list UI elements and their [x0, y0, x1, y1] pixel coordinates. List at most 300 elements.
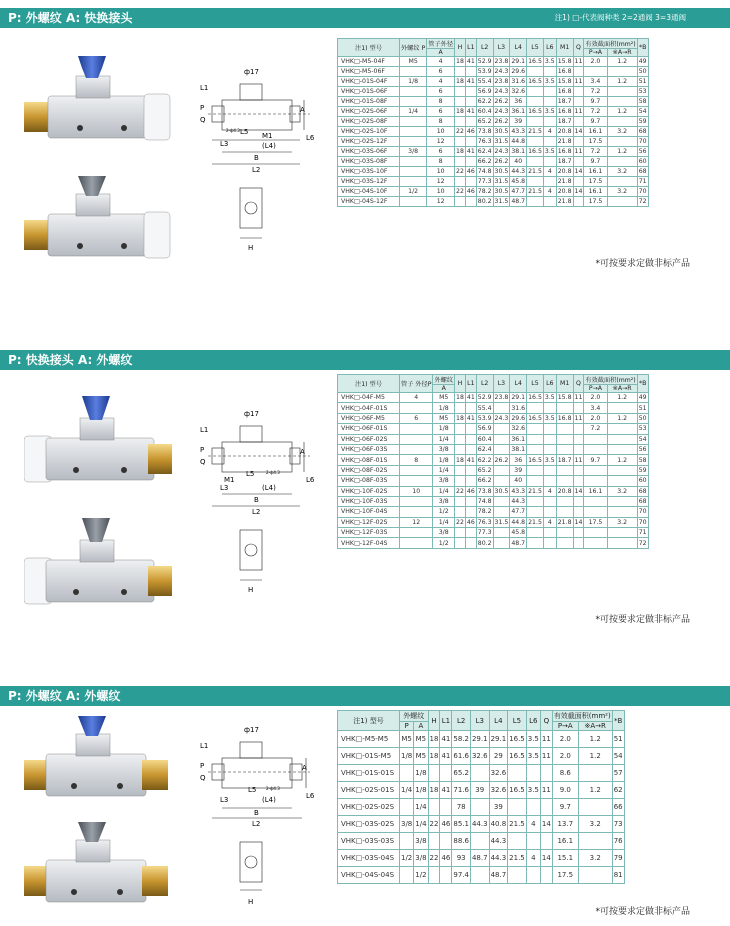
table-cell	[573, 465, 584, 475]
model-cell: VHK□-01S-01S	[338, 765, 400, 782]
table-cell	[455, 177, 466, 187]
table-cell: 11	[574, 58, 583, 65]
table-cell	[455, 403, 466, 413]
table-cell: 6	[400, 413, 433, 423]
table-cell: 30.5	[494, 188, 509, 195]
table-cell	[493, 496, 510, 506]
table-cell: 3.4	[584, 77, 607, 87]
dim-b: B	[254, 496, 259, 504]
table-cell	[607, 97, 637, 107]
table-cell: 21.5	[508, 850, 527, 867]
dim-l2: L2	[252, 166, 261, 174]
table-cell	[455, 157, 466, 167]
table-cell: 53	[638, 88, 647, 95]
table-cell: 81	[612, 867, 624, 884]
table-cell	[400, 403, 433, 413]
model-cell: VHK□-08F-03S	[338, 476, 400, 486]
table-cell	[465, 434, 476, 444]
table-cell: 3.2	[607, 167, 637, 177]
table-cell: 44.3	[511, 168, 526, 175]
table-cell	[527, 157, 544, 167]
table-cell: 3/8	[433, 496, 455, 506]
column-header: L1	[465, 375, 476, 393]
table-cell	[440, 799, 452, 816]
table-cell: 21.5	[528, 487, 542, 495]
dim-a: A	[300, 106, 305, 114]
table-cell	[465, 465, 476, 475]
table-cell: 66.2	[477, 477, 492, 485]
table-cell	[543, 87, 556, 97]
dim-dia: ф17	[244, 726, 259, 734]
table-row	[338, 403, 649, 413]
table-cell: 38.1	[511, 446, 526, 454]
model-cell: VHK□-M5-06F	[338, 67, 400, 77]
table-cell: 1/2	[400, 850, 414, 867]
table-cell: 77.3	[477, 178, 492, 185]
table-cell: 30.5	[494, 168, 509, 175]
table-cell: 18	[456, 456, 464, 464]
table-cell: 1/8	[433, 455, 455, 465]
table-row	[338, 748, 625, 765]
table-cell: 54	[638, 435, 647, 443]
table-cell: M5	[414, 748, 428, 765]
column-header: L5	[508, 711, 527, 731]
table-cell: 23.8	[494, 78, 509, 85]
model-cell: VHK□-03S-08F	[338, 157, 400, 167]
table-cell: 78.2	[477, 508, 492, 516]
table-cell	[465, 476, 476, 486]
table-cell	[573, 476, 584, 486]
table-cell: 22	[456, 168, 464, 175]
valve-grey-handle-image	[24, 518, 172, 604]
table-cell: 22	[456, 518, 464, 526]
table-cell: 29.1	[489, 731, 508, 748]
table-cell: 79	[612, 850, 624, 867]
table-cell: 36	[510, 97, 527, 107]
table-row	[338, 486, 649, 496]
table-cell	[543, 424, 556, 434]
table-cell	[527, 528, 544, 538]
table-cell: 3/8	[400, 147, 427, 157]
table-cell: 21.5	[528, 168, 542, 175]
dim-holes: 2-ф4.3	[226, 128, 240, 133]
spec-table	[337, 374, 649, 549]
column-header: A	[427, 49, 455, 57]
table-cell: 18.7	[557, 118, 572, 125]
table-cell: 11	[574, 394, 583, 402]
table-row	[338, 850, 625, 867]
table-cell	[465, 137, 476, 147]
table-cell: 3.5	[544, 148, 555, 155]
table-cell: 18.7	[557, 158, 572, 165]
table-cell: 29.1	[470, 731, 489, 748]
table-cell: 22	[456, 188, 464, 195]
dim-l5: L5	[240, 128, 249, 136]
table-cell: 41	[466, 108, 475, 115]
table-cell	[543, 434, 556, 444]
table-cell	[607, 538, 637, 548]
table-cell	[540, 799, 552, 816]
table-cell: 68	[638, 168, 647, 175]
section-thread-thread	[0, 686, 730, 922]
column-header: 有效截面积(mm²)	[584, 375, 637, 385]
table-cell: 44.3	[511, 498, 526, 506]
table-cell: 29.6	[511, 414, 526, 422]
table-cell: 53	[638, 425, 647, 433]
table-cell	[527, 434, 544, 444]
table-cell: 46	[440, 850, 452, 867]
table-cell: 41	[440, 782, 452, 799]
dim-a: A	[300, 448, 305, 456]
table-cell: 16.8	[557, 88, 572, 95]
table-cell: 49	[638, 394, 647, 402]
section-title: P: 外螺纹 A: 外螺纹	[0, 686, 730, 706]
model-cell: VHK□-04F-M5	[338, 393, 400, 403]
column-header: *B	[612, 711, 624, 731]
table-cell	[573, 67, 584, 77]
table-cell: 3/8	[414, 833, 428, 850]
table-row	[338, 117, 649, 127]
table-cell: 16.5	[528, 58, 542, 65]
column-header: M1	[556, 375, 573, 393]
table-cell: 16.5	[528, 456, 542, 464]
table-cell: 23.8	[494, 394, 509, 402]
table-cell: 41	[466, 148, 475, 155]
table-cell	[578, 765, 612, 782]
table-row	[338, 67, 649, 77]
column-header: L2	[476, 39, 493, 57]
model-cell: VHK□-02S-06F	[338, 107, 400, 117]
table-cell: 15.1	[552, 850, 578, 867]
dim-q: Q	[200, 774, 206, 782]
table-cell	[508, 867, 527, 884]
model-cell: VHK□-08F-02S	[338, 465, 400, 475]
dim-l6: L6	[306, 792, 315, 800]
dim-h: H	[248, 898, 254, 906]
column-header: P→A	[584, 49, 607, 57]
footnote: *可按要求定做非标产品	[595, 615, 690, 625]
table-cell: 53.9	[477, 68, 492, 75]
table-cell: 73.8	[477, 128, 492, 135]
column-header: Q	[573, 39, 584, 57]
table-cell: 62.4	[477, 148, 492, 155]
column-header: L4	[510, 39, 527, 57]
column-header: L4	[489, 711, 508, 731]
table-cell	[607, 434, 637, 444]
table-cell	[527, 97, 544, 107]
column-header: L4	[510, 375, 527, 393]
table-cell: M5	[400, 731, 414, 748]
table-cell: 71	[638, 178, 647, 185]
col-model: 注1) 型号	[338, 39, 400, 57]
table-cell	[527, 476, 544, 486]
table-row	[338, 87, 649, 97]
table-cell: 43.3	[511, 128, 526, 135]
dim-l3: L3	[220, 484, 229, 492]
table-cell	[543, 177, 556, 187]
table-cell: 11	[574, 78, 583, 85]
table-cell: 6	[427, 87, 455, 97]
table-cell: 3.5	[526, 731, 540, 748]
table-cell: 18	[456, 394, 464, 402]
table-cell: 16.5	[508, 782, 527, 799]
model-cell: VHK□-02S-02S	[338, 799, 400, 816]
dim-b: B	[254, 809, 259, 817]
dim-l3: L3	[220, 796, 229, 804]
table-cell	[556, 538, 573, 548]
table-cell: 21.5	[528, 188, 542, 195]
table-cell: 11	[574, 414, 583, 422]
table-cell: 1/8	[400, 748, 414, 765]
table-cell: 14	[574, 168, 583, 175]
model-cell: VHK□-03S-02S	[338, 816, 400, 833]
table-cell	[400, 867, 414, 884]
table-cell: 16.5	[528, 108, 542, 115]
table-cell	[465, 67, 476, 77]
table-cell: 16.1	[552, 833, 578, 850]
table-cell: 1/4	[433, 434, 455, 444]
table-cell: 8	[427, 117, 455, 127]
table-cell: 56	[638, 148, 647, 155]
table-cell: 47.7	[511, 508, 526, 516]
table-cell: 3.2	[607, 486, 637, 496]
table-cell: 22	[456, 487, 464, 495]
table-cell: 40	[510, 157, 527, 167]
table-cell	[400, 434, 433, 444]
table-cell: 18.7	[557, 98, 572, 105]
table-cell	[584, 496, 607, 506]
table-cell: 1/8	[414, 782, 428, 799]
table-cell: 36	[510, 455, 527, 465]
table-cell	[465, 403, 476, 413]
table-cell	[584, 538, 607, 548]
table-cell: 62	[612, 782, 624, 799]
table-cell: 9.7	[552, 799, 578, 816]
table-cell: 56	[638, 446, 647, 454]
dim-p: P	[200, 446, 205, 454]
table-cell	[465, 496, 476, 506]
table-cell: 17.5	[584, 517, 607, 527]
table-row	[338, 816, 625, 833]
table-cell: 1/4	[433, 465, 455, 475]
table-cell: 8	[400, 455, 433, 465]
table-cell: 73.8	[477, 487, 492, 495]
table-cell: 55.4	[477, 78, 492, 85]
table-cell: 60.4	[477, 108, 492, 115]
footnote: *可按要求定做非标产品	[595, 259, 690, 269]
table-cell	[493, 403, 510, 413]
table-cell	[400, 476, 433, 486]
table-cell	[573, 528, 584, 538]
table-cell: 36.1	[511, 435, 526, 443]
table-cell: 22	[456, 128, 464, 135]
column-header: ※A→R	[578, 722, 612, 731]
table-cell	[540, 833, 552, 850]
column-header: H	[428, 711, 440, 731]
table-cell: 62.4	[477, 446, 492, 454]
table-cell: 3.5	[544, 456, 555, 464]
table-cell: 8	[427, 97, 455, 107]
table-cell	[400, 833, 414, 850]
table-cell	[607, 137, 637, 147]
table-cell: 26.2	[494, 158, 509, 165]
table-row	[338, 476, 649, 486]
table-cell: 43.3	[511, 487, 526, 495]
table-cell	[400, 127, 427, 137]
column-header: ※A→R	[607, 385, 637, 393]
table-cell	[556, 528, 573, 538]
table-row	[338, 833, 625, 850]
table-cell	[493, 465, 510, 475]
table-cell: M5	[414, 731, 428, 748]
table-cell: 21.5	[528, 518, 542, 526]
table-cell: 32.6	[489, 765, 508, 782]
table-cell: M5	[400, 57, 427, 67]
table-cell: 26.2	[494, 98, 509, 105]
table-row	[338, 97, 649, 107]
table-cell: 41	[466, 78, 475, 85]
column-header: L5	[527, 39, 544, 57]
table-row	[338, 444, 649, 454]
table-cell: 24.3	[494, 148, 509, 155]
table-cell: 16.1	[584, 187, 607, 197]
table-cell	[400, 528, 433, 538]
table-cell	[543, 476, 556, 486]
model-cell: VHK□-01S-M5	[338, 748, 400, 765]
table-cell: 14	[574, 518, 583, 526]
table-row	[338, 147, 649, 157]
table-cell	[527, 117, 544, 127]
table-cell	[607, 403, 637, 413]
table-cell	[455, 97, 466, 107]
table-cell: 46	[466, 518, 475, 526]
table-cell: 20.8	[557, 188, 572, 195]
table-cell	[584, 507, 607, 517]
table-cell	[526, 867, 540, 884]
model-cell: VHK□-M5-M5	[338, 731, 400, 748]
table-cell: 2.0	[584, 393, 607, 403]
table-cell	[573, 424, 584, 434]
table-row	[338, 167, 649, 177]
table-cell: 46	[466, 168, 475, 175]
table-cell: 3/8	[433, 444, 455, 454]
table-cell: 16.8	[557, 68, 572, 75]
table-cell: 46	[440, 816, 452, 833]
table-cell: 2.0	[584, 57, 607, 67]
col-thread: 外螺纹	[400, 711, 429, 722]
table-cell: 4	[526, 850, 540, 867]
table-cell: 18	[428, 748, 440, 765]
table-cell: 16.5	[508, 748, 527, 765]
table-cell	[573, 507, 584, 517]
table-cell: M5	[433, 413, 455, 423]
table-cell	[493, 424, 510, 434]
table-cell	[584, 465, 607, 475]
table-cell	[527, 538, 544, 548]
table-cell	[543, 67, 556, 77]
table-cell	[400, 424, 433, 434]
table-cell	[556, 434, 573, 444]
table-cell	[607, 528, 637, 538]
table-cell: 3/8	[414, 850, 428, 867]
col-model: 注1) 型号	[338, 711, 400, 731]
spec-table	[337, 38, 649, 207]
table-cell: 78	[452, 799, 471, 816]
table-cell	[540, 765, 552, 782]
table-cell	[465, 97, 476, 107]
table-cell	[493, 444, 510, 454]
table-cell: 1/4	[433, 517, 455, 527]
table-cell: 8.6	[552, 765, 578, 782]
table-cell: 12	[427, 197, 455, 207]
table-cell: 17.5	[584, 137, 607, 147]
table-cell	[400, 444, 433, 454]
model-cell: VHK□-M5-04F	[338, 57, 400, 67]
table-cell	[584, 434, 607, 444]
table-cell: 31.5	[494, 138, 509, 145]
table-cell	[493, 528, 510, 538]
table-cell: 2.0	[552, 748, 578, 765]
column-header: A	[433, 385, 455, 393]
table-cell	[455, 528, 466, 538]
table-cell: 74.8	[477, 168, 492, 175]
dim-holes: 2-ф4.3	[266, 470, 280, 475]
table-cell: 9.7	[584, 117, 607, 127]
col-model: 注1) 型号	[338, 375, 400, 393]
table-cell: 59	[638, 466, 647, 474]
table-cell: 3/8	[433, 528, 455, 538]
table-cell: 54	[638, 108, 647, 115]
table-cell: 11	[574, 108, 583, 115]
table-cell: 16.1	[584, 486, 607, 496]
table-cell: 54	[612, 748, 624, 765]
table-cell	[455, 87, 466, 97]
table-cell	[400, 538, 433, 548]
table-row	[338, 177, 649, 187]
table-cell: 60	[638, 158, 647, 165]
dim-l2: L2	[252, 508, 261, 516]
table-cell	[543, 403, 556, 413]
table-cell: 21.5	[508, 816, 527, 833]
table-cell: 4	[543, 517, 556, 527]
table-cell: 71	[638, 529, 647, 537]
table-cell: M5	[433, 393, 455, 403]
model-cell: VHK□-02S-12F	[338, 137, 400, 147]
table-cell: 76.3	[477, 518, 492, 526]
table-cell: 3.5	[544, 394, 555, 402]
table-cell: 3/8	[433, 476, 455, 486]
table-cell	[573, 434, 584, 444]
table-cell: 4	[543, 127, 556, 137]
table-cell	[428, 833, 440, 850]
model-cell: VHK□-04F-01S	[338, 403, 400, 413]
table-cell: 16.8	[557, 148, 572, 155]
table-cell: 24.3	[494, 108, 509, 115]
column-header: L1	[440, 711, 452, 731]
table-cell	[428, 765, 440, 782]
table-cell: 60	[638, 477, 647, 485]
table-cell: 1.2	[607, 57, 637, 67]
table-cell: 36.1	[511, 108, 526, 115]
table-cell: 61.6	[452, 748, 471, 765]
table-cell	[607, 465, 637, 475]
table-cell: 6	[427, 107, 455, 117]
table-cell: 44.3	[489, 850, 508, 867]
table-cell: 14	[574, 188, 583, 195]
table-cell	[527, 177, 544, 187]
table-cell: 14	[540, 816, 552, 833]
table-cell: 6	[427, 67, 455, 77]
